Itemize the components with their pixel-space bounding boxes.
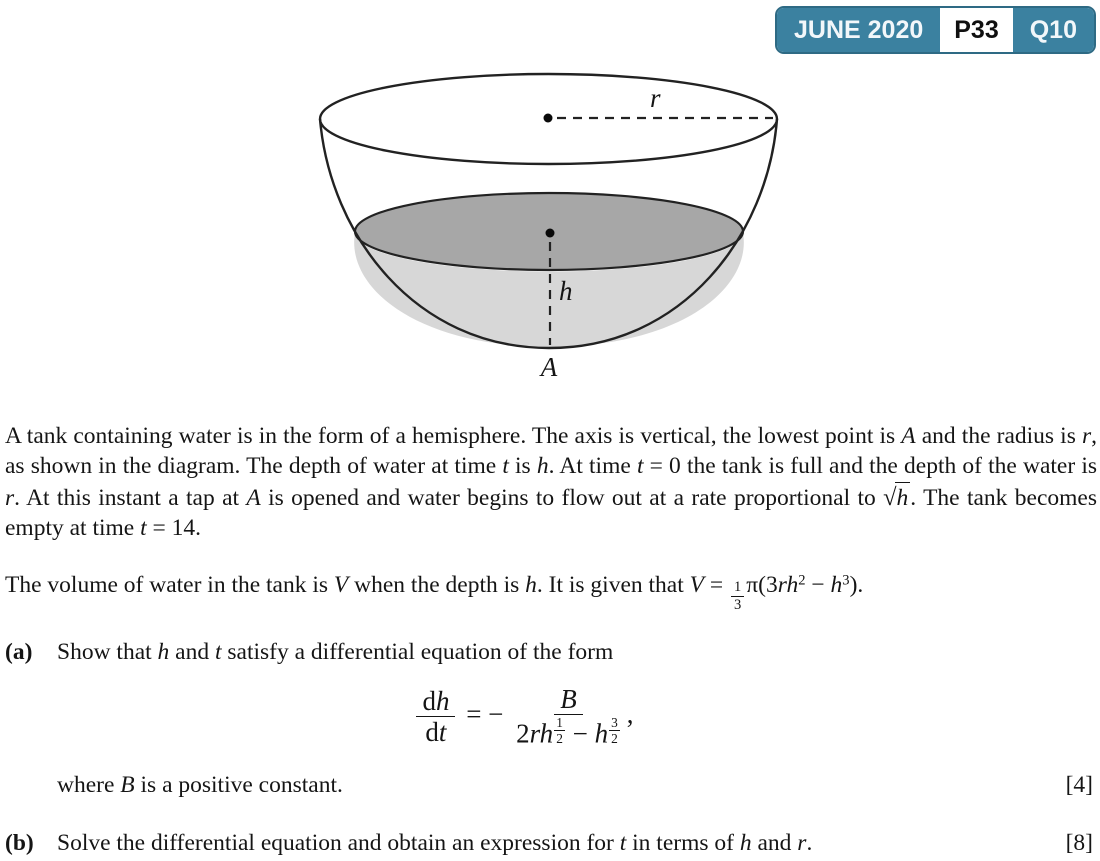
paper-label: P33 [940, 8, 1012, 52]
differential-equation: $\frac{dh}{dt}$ = − B 2rh $^{\frac{1}{2}}$ − h $^{\frac{3}{2}}$ , [412, 684, 633, 749]
question-intro-paragraph: A tank containing water is in the form of a hemisphere. The axis is vertical, the lowest point is A and the radius is r, as shown in the diagram. The depth of water at time t is h. At time t = 0 the tank is full and the depth of the water is r. At this instant a tap at A is opened and water begins to flow out at a rate proportional to √ h . The tank becomes empty at time t = 14. [5, 423, 1097, 542]
hemisphere-tank-diagram [0, 0, 1100, 400]
question-number-label: Q10 [1013, 8, 1094, 52]
point-A-label: A [540, 352, 558, 382]
depth-label: h [559, 276, 573, 306]
part-b-label: (b) [5, 830, 34, 856]
part-a-prompt: Show that h and t satisfy a differential equation of the form [57, 639, 614, 665]
part-a-row [5, 637, 1097, 667]
rim-center-dot [544, 114, 553, 123]
part-b-row [5, 828, 1097, 858]
part-b-prompt: Solve the differential equation and obtain an expression for t in terms of h and r. [57, 830, 813, 856]
differential-equation-block [0, 684, 1100, 749]
radius-label: r [650, 83, 661, 113]
part-a-label: (a) [5, 639, 33, 665]
part-a-condition: where B is a positive constant. [57, 772, 343, 798]
part-b-marks: [8] [1065, 830, 1093, 856]
session-label: JUNE 2020 [777, 8, 940, 52]
part-a-marks: [4] [1065, 772, 1093, 798]
water-center-dot [546, 229, 555, 238]
volume-formula-paragraph: The volume of water in the tank is V when the depth is h. It is given that V = $\frac{1}{3}$ $\pi(3rh^2 - h^3)$. [5, 572, 864, 613]
